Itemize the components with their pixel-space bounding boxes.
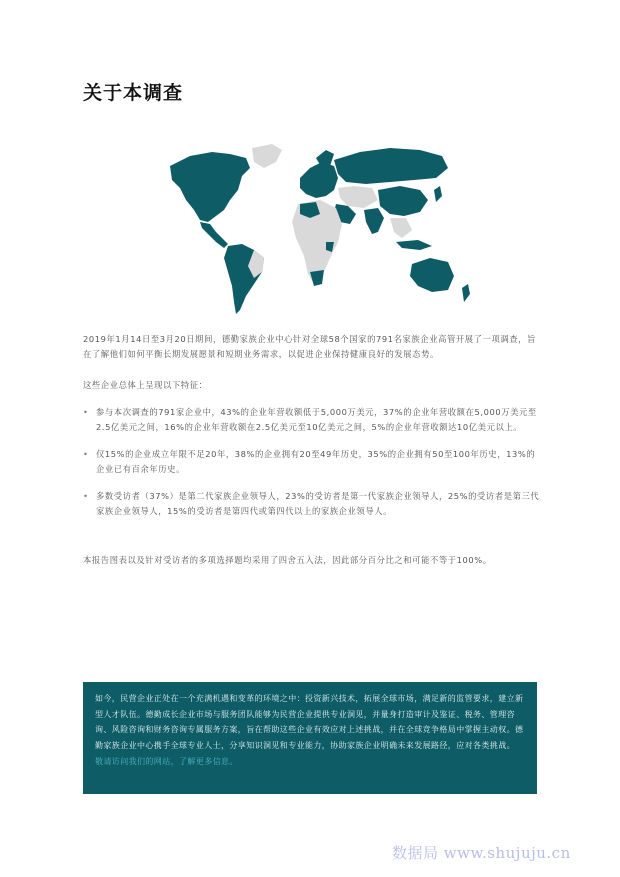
map-europe	[300, 162, 338, 198]
list-item: • 参与本次调查的791家企业中，43%的企业年营收额低于5,000万美元，37%的企业年营收额在5,000万美元至2.5亿美元之间，16%的企业年营收额在2.5亿美元至10亿美元之间，5%的企业年营收额达10亿美元以上。	[83, 405, 543, 435]
page-title: 关于本调查	[83, 82, 184, 104]
map-central-asia	[338, 186, 378, 208]
rounding-note: 本报告图表以及针对受访者的多项选择题均采用了四舍五入法，因此部分百分比之和可能不等于100%。	[83, 555, 492, 565]
map-australia	[410, 258, 454, 292]
map-indonesia	[396, 240, 432, 250]
map-greenland	[252, 144, 282, 168]
characteristics-heading: 这些企业总体上呈现以下特征：	[83, 380, 208, 390]
list-item: • 仅15%的企业成立年限不足20年，38%的企业拥有20至49年历史，35%的企业拥有50至100年历史，13%的企业已有百余年历史。	[83, 447, 543, 477]
map-new-zealand	[462, 284, 470, 302]
list-item: • 多数受访者（37%）是第二代家族企业领导人，23%的受访者是第一代家族企业领导人，25%的受访者是第三代家族企业领导人，15%的受访者是第四代或第四代以上的家族企业领导人。	[83, 489, 543, 519]
website-link[interactable]: 敬请访问我们的网站，了解更多信息。	[95, 757, 238, 766]
map-north-america	[170, 152, 250, 222]
info-box	[83, 682, 537, 794]
map-se-asia	[390, 218, 412, 238]
info-box-text: 如今，民营企业正处在一个充满机遇和变革的环境之中：投资新兴技术，拓展全球市场，满足新的监管要求，建立新型人才队伍。德勤成长企业市场与服务团队能够为民营企业提供专业洞见，并量身打造审计及鉴证、税务、管理咨询、风险咨询和财务咨询专属服务方案，旨在帮助这些企业有效应对上述挑战，并在全球竞争格局中掌握主动权。德勤家族企业中心携手全球专业人士，分享知识洞见和专业能力，协助家族企业明确未来发展路径，应对各类挑战。	[95, 694, 524, 750]
characteristics-list	[83, 405, 543, 531]
watermark: 数据局 www.shujuju.cn	[392, 844, 571, 862]
map-south-africa	[310, 270, 324, 286]
map-japan	[434, 186, 442, 202]
world-map	[150, 138, 480, 323]
map-russia	[334, 148, 448, 184]
map-central-america	[200, 222, 228, 248]
map-china	[378, 186, 428, 216]
intro-paragraph: 2019年1月14日至3月20日期间，德勤家族企业中心针对全球58个国家的791名家族企业高管开展了一项调查，旨在了解他们如何平衡长期发展愿景和短期业务需求，以促进企业保持健康良好的发展态势。	[83, 334, 536, 359]
map-india	[364, 208, 384, 234]
